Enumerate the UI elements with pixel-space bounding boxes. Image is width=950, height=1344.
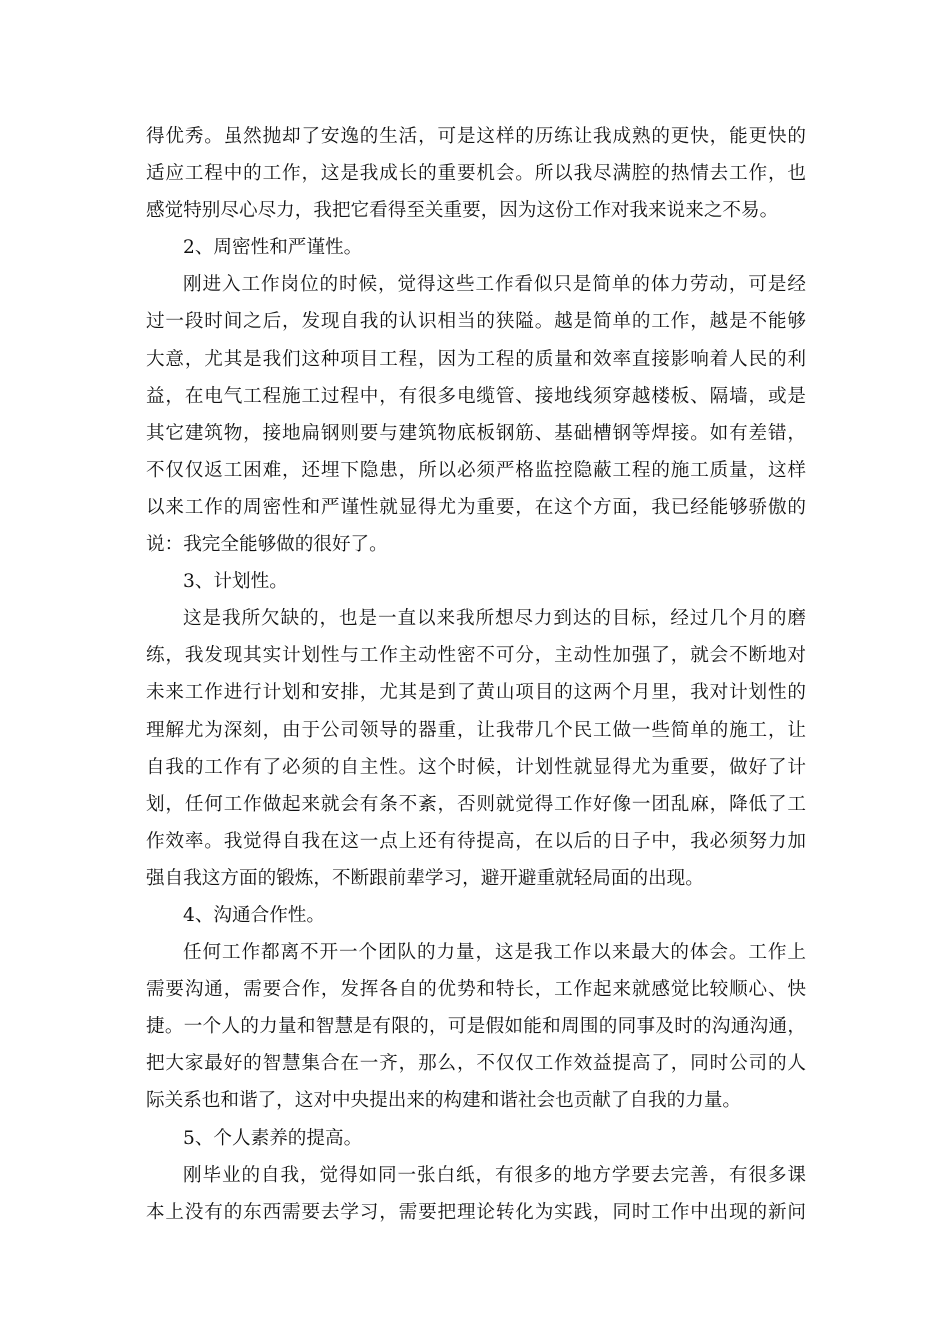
- text-line: 任何工作都离不开一个团队的力量，这是我工作以来最大的体会。工作上: [183, 942, 806, 964]
- text-line: 5、个人素养的提高。: [183, 1127, 363, 1149]
- section-heading: [146, 897, 806, 934]
- section-heading: [146, 229, 806, 266]
- text-line: 未来工作进行计划和安排，尤其是到了黄山项目的这两个月里，我对计划性的: [146, 682, 806, 704]
- text-line: 本上没有的东西需要去学习，需要把理论转化为实践，同时工作中出现的新问: [146, 1201, 806, 1223]
- paragraph: [146, 600, 806, 897]
- text-line: 说：我完全能够做的很好了。: [146, 534, 388, 556]
- text-line: 刚进入工作岗位的时候，觉得这些工作看似只是简单的体力劳动，可是经: [183, 274, 806, 296]
- text-line: 2、周密性和严谨性。: [183, 237, 363, 259]
- text-line: 划，任何工作做起来就会有条不紊，否则就觉得工作好像一团乱麻，降低了工: [146, 793, 806, 815]
- text-line: 这是我所欠缺的，也是一直以来我所想尽力到达的目标，经过几个月的磨: [183, 608, 806, 630]
- text-line: 不仅仅返工困难，还埋下隐患，所以必须严格监控隐蔽工程的施工质量，这样: [146, 459, 806, 481]
- paragraph: [146, 934, 806, 1119]
- text-line: 理解尤为深刻，由于公司领导的器重，让我带几个民工做一些简单的施工，让: [146, 719, 806, 741]
- text-line: 益，在电气工程施工过程中，有很多电缆管、接地线须穿越楼板、隔墙，或是: [146, 385, 806, 407]
- text-line: 感觉特别尽心尽力，我把它看得至关重要，因为这份工作对我来说来之不易。: [146, 200, 779, 222]
- text-line: 强自我这方面的锻炼，不断跟前辈学习，避开避重就轻局面的出现。: [146, 867, 704, 889]
- text-line: 需要沟通，需要合作，发挥各自的优势和特长，工作起来就感觉比较顺心、快: [146, 979, 806, 1001]
- text-line: 刚毕业的自我，觉得如同一张白纸，有很多的地方学要去完善，有很多课: [183, 1164, 806, 1186]
- document-body: [146, 118, 806, 1231]
- text-line: 过一段时间之后，发现自我的认识相当的狭隘。越是简单的工作，越是不能够: [146, 311, 806, 333]
- text-line: 把大家最好的智慧集合在一齐，那么，不仅仅工作效益提高了，同时公司的人: [146, 1053, 806, 1075]
- text-line: 练，我发现其实计划性与工作主动性密不可分，主动性加强了，就会不断地对: [146, 645, 806, 667]
- text-line: 际关系也和谐了，这对中央提出来的构建和谐社会也贡献了自我的力量。: [146, 1090, 742, 1112]
- section-heading: [146, 563, 806, 600]
- text-line: 捷。一个人的力量和智慧是有限的，可是假如能和周围的同事及时的沟通沟通，: [146, 1016, 806, 1038]
- paragraph: [146, 1157, 806, 1231]
- text-line: 作效率。我觉得自我在这一点上还有待提高，在以后的日子中，我必须努力加: [146, 830, 806, 852]
- text-line: 大意，尤其是我们这种项目工程，因为工程的质量和效率直接影响着人民的利: [146, 348, 806, 370]
- text-line: 自我的工作有了必须的自主性。这个时候，计划性就显得尤为重要，做好了计: [146, 756, 806, 778]
- text-line: 4、沟通合作性。: [183, 904, 325, 926]
- paragraph: [146, 118, 806, 229]
- text-line: 以来工作的周密性和严谨性就显得尤为重要，在这个方面，我已经能够骄傲的: [146, 496, 806, 518]
- text-line: 适应工程中的工作，这是我成长的重要机会。所以我尽满腔的热情去工作，也: [146, 163, 806, 185]
- paragraph: [146, 266, 806, 563]
- text-line: 得优秀。虽然抛却了安逸的生活，可是这样的历练让我成熟的更快，能更快的: [146, 126, 806, 147]
- section-heading: [146, 1120, 806, 1157]
- text-line: 3、计划性。: [183, 571, 288, 593]
- text-line: 其它建筑物，接地扁钢则要与建筑物底板钢筋、基础槽钢等焊接。如有差错，: [146, 422, 806, 444]
